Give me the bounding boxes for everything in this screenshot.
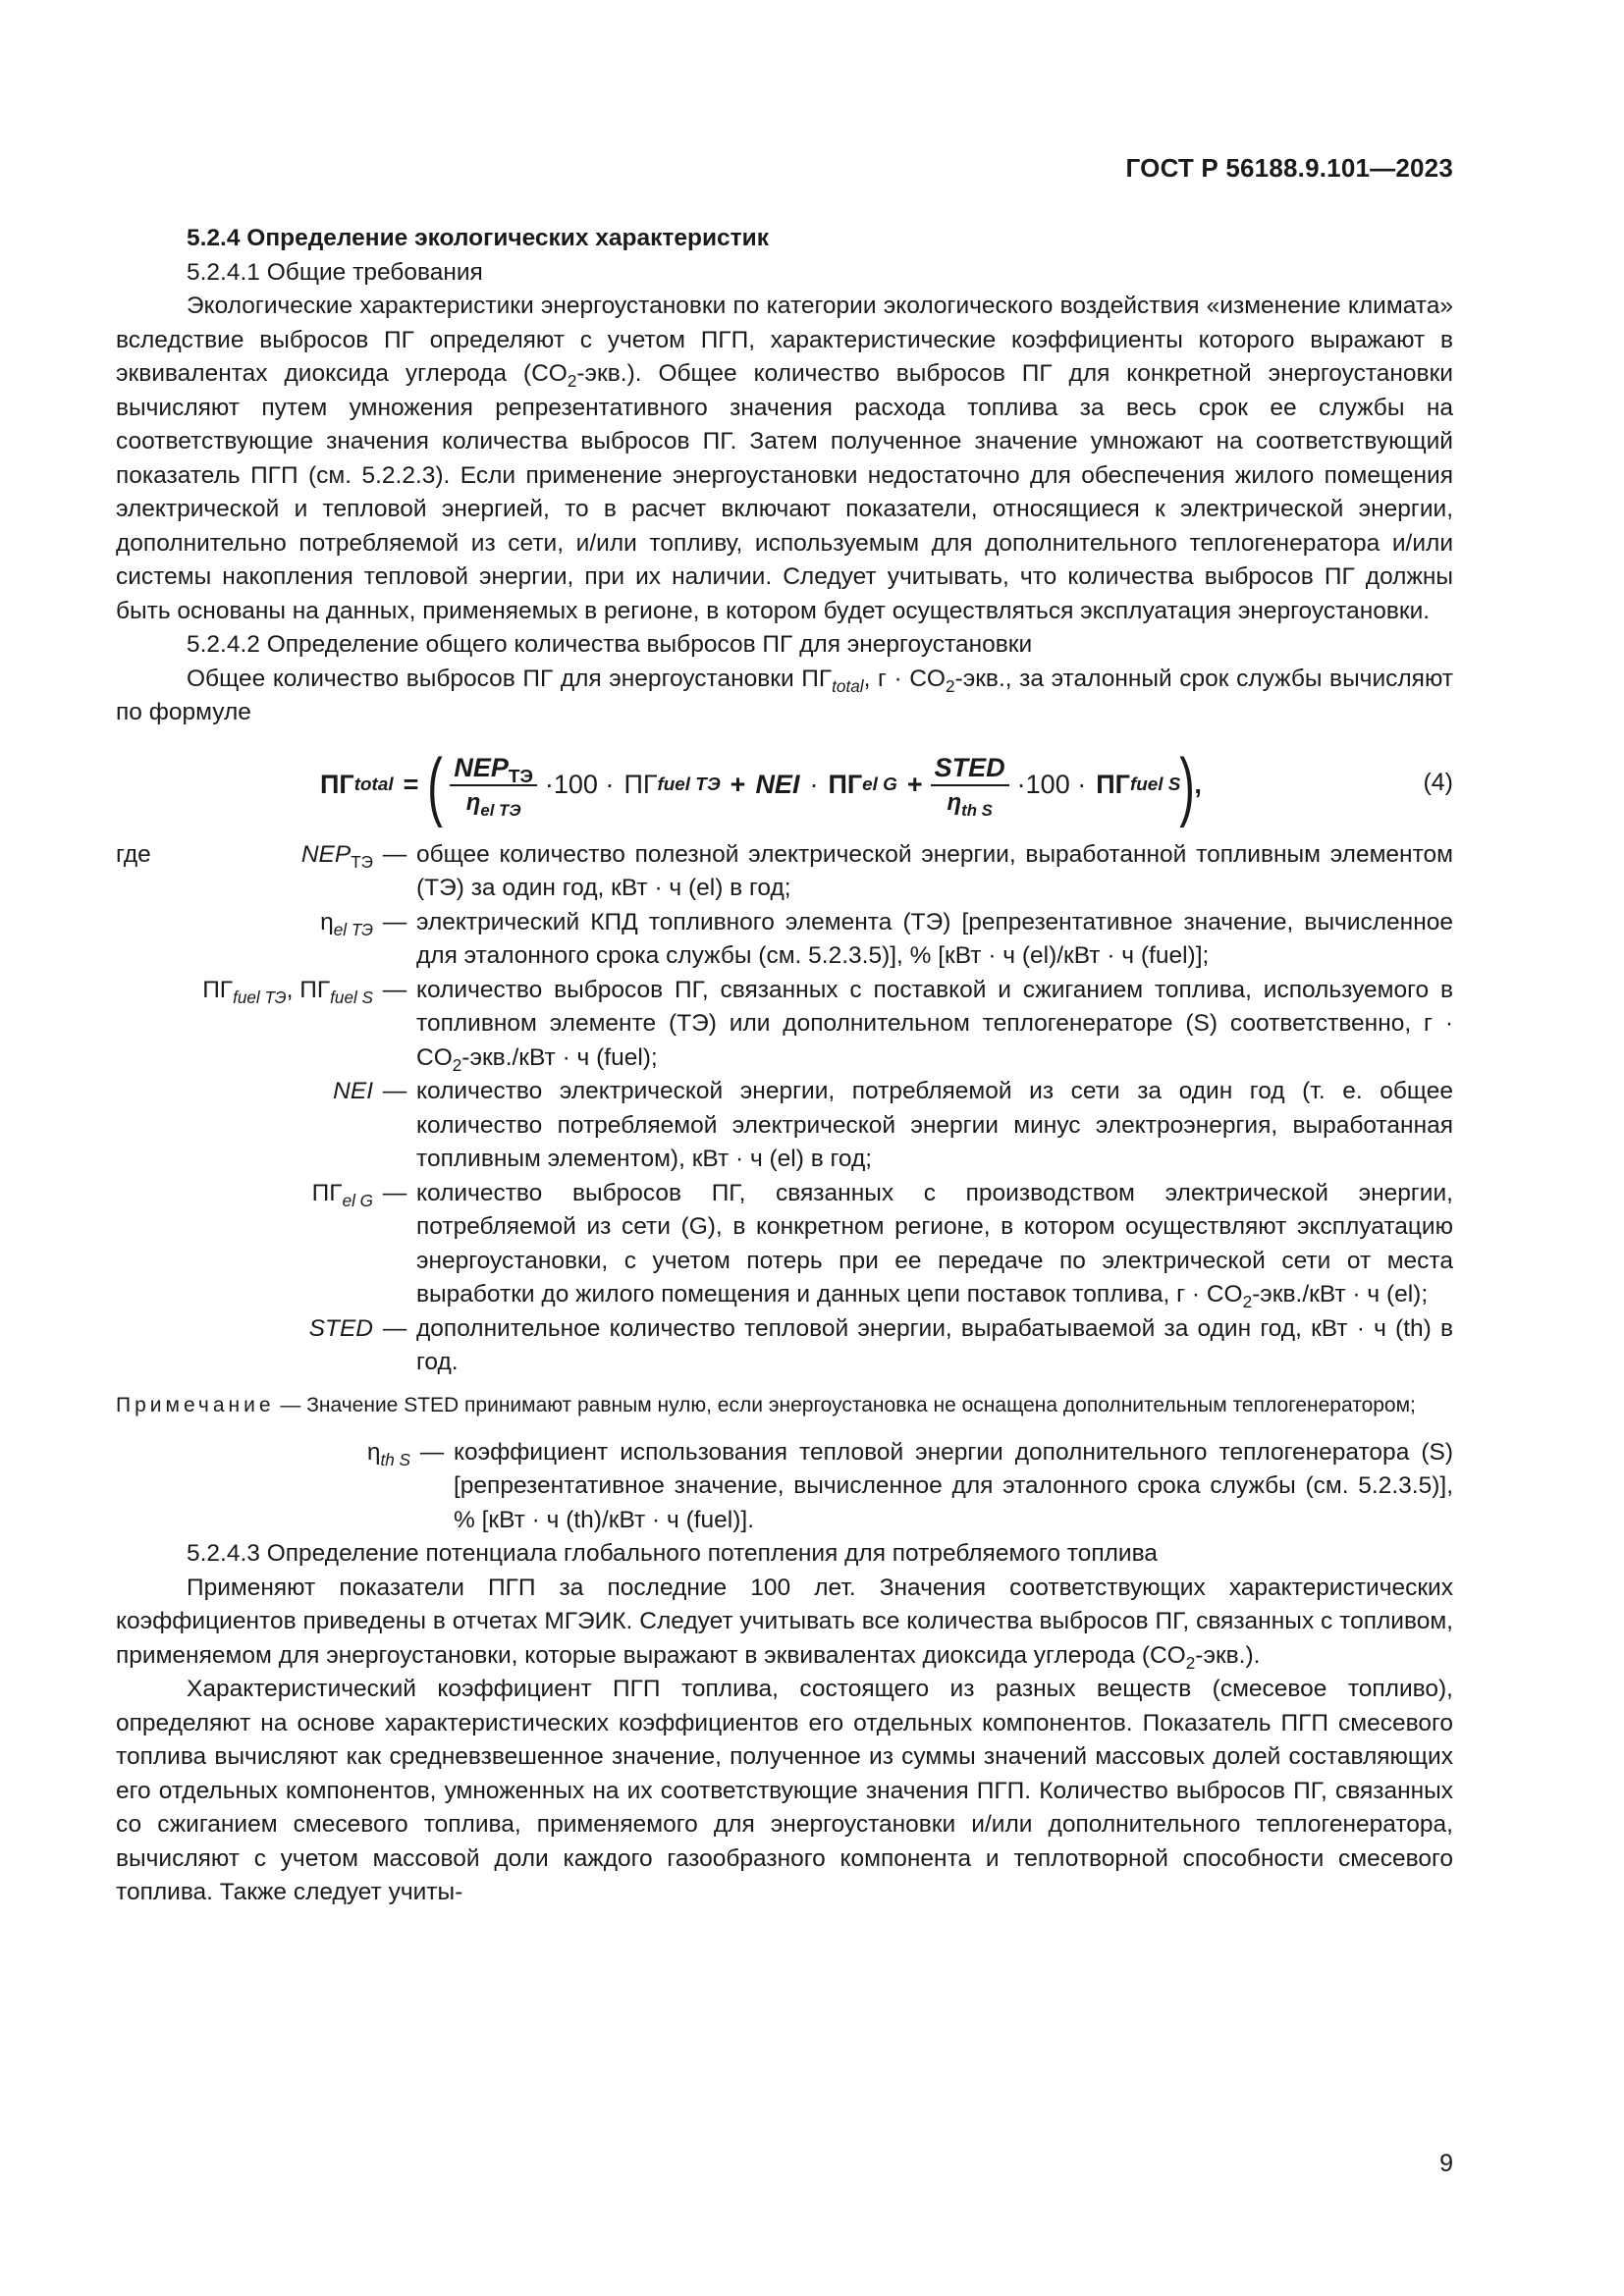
paragraph-mixed-fuel: Характеристический коэффициент ПГП топлива, состоящего из разных веществ (смесевое топливо), определяют на основе характеристических коэффициентов его отдельных компонентов. Показатель ПГП смесевого топлива вычисляют как средневзвешенное значение, полученное из суммы значений массовых долей составляющих его отдельных компонентов, умноженных на их соответствующие значения ПГП. Количество выбросов ПГ, связанных со сжиганием смесевого топлива, применяемого для энергоустановки и/или дополнительного теплогенератора, вычисляют с учетом массовой доли каждого газообразного компонента и теплотворной способности смесевого топлива. Также следует учиты- [116,1676,1453,1905]
definition-row: STED — дополнительное количество тепловой энергии, вырабатываемой за один год, кВт · ч (th) в год. [308,1314,1453,1375]
document-page [116,0,1453,2296]
definition-row: $ПГ_{el G}$ — количество выбросов ПГ, связанных с производством электрической энергии, потребляемой из сети (G), в конкретном регионе, в котором осуществляют эксплуатацию энергоустановки, с учетом потерь при ее передаче по электрической сети от места выработки до жилого помещения и данных цепи поставок топлива, $г \cdot CO_2-экв$./кВт · ч (el); [311,1179,1453,1311]
standard-header: ГОСТ Р 56188.9.101—2023 [1125,153,1453,183]
variable-definitions-continued [116,1436,1453,1538]
subsection-heading-5-2-4-3: 5.2.4.3 Определение потенциала глобального потепления для потребляемого топлива [187,1540,1158,1567]
variable-definitions [116,838,1453,1380]
formula-4 [116,738,1453,832]
definition-row: NEI — количество электрической энергии, потребляемой из сети за один год (т. е. общее количество потребляемой электрической энергии минус электроэнергия, выработанная топливным элементом), кВт · ч (el) в год; [333,1078,1453,1172]
definition-row: $ПГ_{fuel ТЭ}$, $ПГ_{fuel S}$ — количество выбросов ПГ, связанных с поставкой и сжиганием топлива, используемого в топливном элементе (ТЭ) или дополнительном теплогенераторе (S) соответственно, $г \cdot CO_2-экв$./кВт · ч (fuel); [202,976,1453,1075]
subsection-heading-5-2-4-1: 5.2.4.1 Общие требования [187,258,483,286]
definition-row: $\eta_{el ТЭ}$ — электрический КПД топливного элемента (ТЭ) [репрезентативное значение, вычисленное для эталонного срока службы (см. 5.2.3.5)], % [кВт · ч (el)/кВт · ч (fuel)]; [320,908,1453,969]
fraction-sted: $\frac{\text{STED}}{\eta_{th S}}$ [931,753,1009,818]
fraction-nep: $\frac{NEP_{ТЭ}}{\eta_{el ТЭ}}$ [450,753,537,818]
paragraph-formula-intro: Общее количество выбросов ПГ для энергоустановки $ПГ_{total}$, $г \cdot CO_2$-экв., за эталонный срок службы вычисляют по формуле [116,665,1453,725]
document-body [116,222,1453,1910]
paragraph-gwp-indicators: Применяют показатели ПГП за последние 100 лет. Значения соответствующих характеристических коэффициентов приведены в отчетах МГЭИК. Следует учитывать все количества выбросов ПГ, связанных с топливом, применяемом для энергоустановки, которые выражают в эквивалентах диоксида углерода $(CO_2-экв.)$. [116,1574,1453,1673]
definition-row: $\eta_{th S}$ — коэффициент использования тепловой энергии дополнительного теплогенератора (S) [репрезентативное значение, вычисленное для эталонного срока службы (см. 5.2.3.5)], % [кВт · ч (th)/кВт · ч (fuel)]. [366,1438,1453,1533]
subsection-heading-5-2-4-2: 5.2.4.2 Определение общего количества выбросов ПГ для энергоустановки [187,631,1033,658]
section-heading-5-2-4: 5.2.4 Определение экологических характеристик [187,225,769,251]
page-number: 9 [1439,2150,1453,2177]
where-label: где [116,840,151,868]
definition-row: $NEP_{ТЭ}$ — общее количество полезной электрической энергии, выработанной топливным элементом (ТЭ) за один год, кВт · ч (el) в год; [300,840,1453,901]
note: Примечание — Значение STED принимают равным нулю, если энергоустановка не оснащена дополнительным теплогенератором; [116,1393,1416,1416]
formula-number: (4) [1423,768,1453,796]
paragraph-general-requirements: Экологические характеристики энергоустановки по категории экологического воздействия «изменение климата» вследствие выбросов ПГ определяют с учетом ПГП, характеристические коэффициенты которого выражают в эквивалентах диоксида углерода $(CO_2-экв.)$. Общее количество выбросов ПГ для конкретной энергоустановки вычисляют путем умножения репрезентативного значения расхода топлива за весь срок ее службы на соответствующие значения количества выбросов ПГ. Затем полученное значение умножают на соответствующий показатель ПГП (см. 5.2.2.3). Если применение энергоустановки недостаточно для обеспечения жилого помещения электрической и тепловой энергией, то в расчет включают показатели, относящиеся к электрической энергии, дополнительно потребляемой из сети, и/или топливу, используемым для дополнительного теплогенератора и/или системы накопления тепловой энергии, при их наличии. Следует учитывать, что количества выбросов ПГ должны быть основаны на данных, применяемых в регионе, в котором будет осуществляться эксплуатация энергоустановки. [116,293,1453,624]
formula-expression: ПГ total = ( $\frac{NEP_{ТЭ}}{\eta_{el ТЭ}}$ ·100 · ПГ fuel ТЭ + NEI · ПГ el G + $\frac{\text{STED}}{\eta_{th S}}$ ·100 · ПГ fuel S ) , [320,741,1202,828]
